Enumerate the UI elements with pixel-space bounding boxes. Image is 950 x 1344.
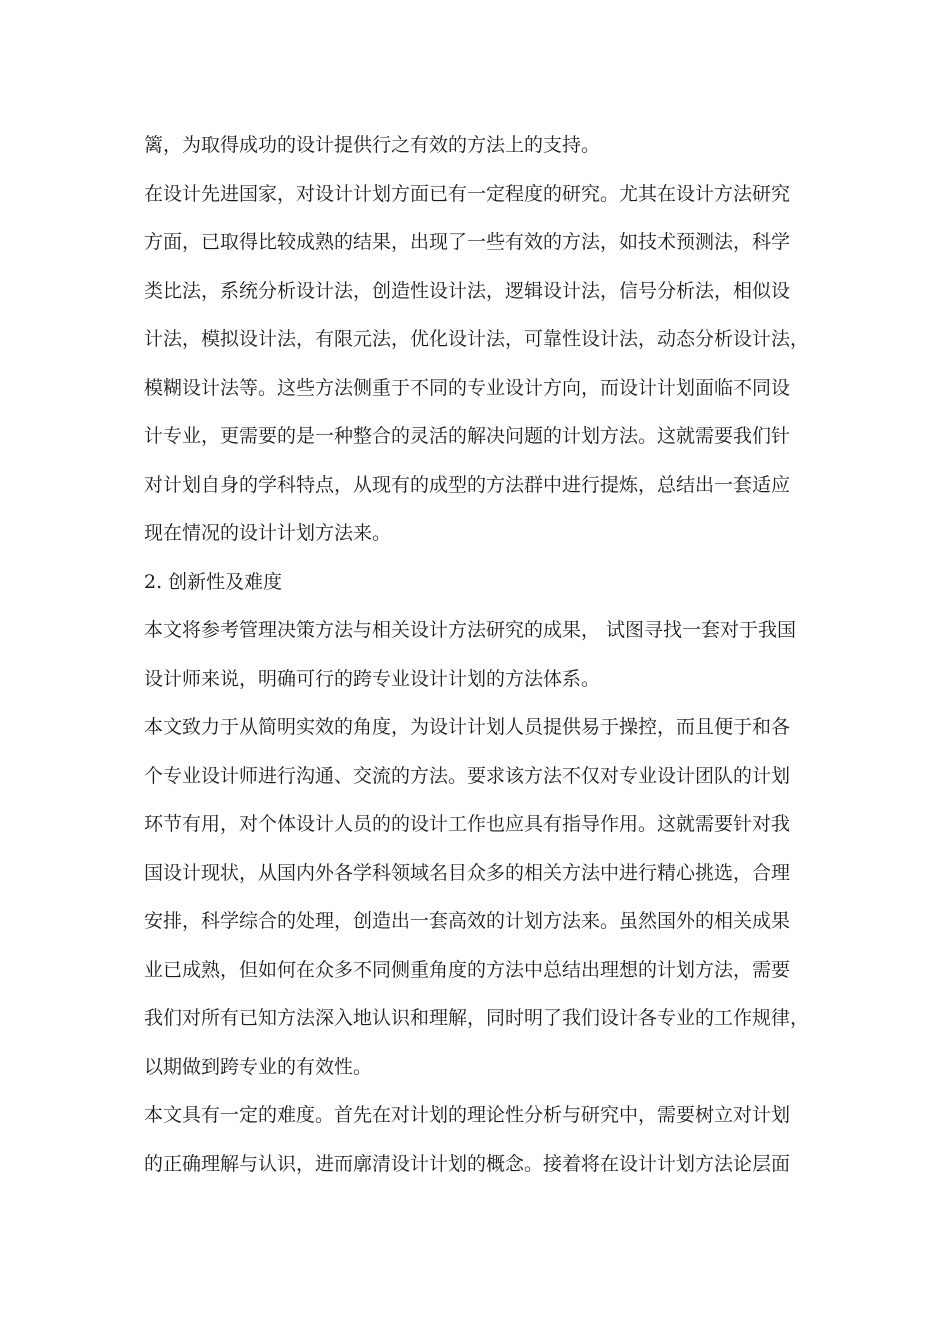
text-line: 本文致力于从简明实效的角度，为设计计划人员提供易于操控，而且便于和各	[144, 716, 791, 738]
text-line: 个专业设计师进行沟通、交流的方法。要求该方法不仅对专业设计团队的计划	[144, 764, 791, 787]
text-line: 设计师来说，明确可行的跨专业设计计划的方法体系。	[144, 667, 601, 690]
text-line: 模糊设计法等。这些方法侧重于不同的专业设计方向，而设计计划面临不同设	[144, 376, 791, 399]
text-line: 篱，为取得成功的设计提供行之有效的方法上的支持。	[144, 134, 601, 156]
text-line: 环节有用，对个体设计人员的的设计工作也应具有指导作用。这就需要针对我	[144, 813, 791, 835]
text-line: 国设计现状，从国内外各学科领域名目众多的相关方法中进行精心挑选，合理	[144, 861, 791, 884]
text-line: 我们对所有已知方法深入地认识和理解，同时明了我们设计各专业的工作规律，	[144, 1007, 810, 1029]
text-line: 现在情况的设计计划方法来。	[144, 522, 392, 544]
text-line: 本文将参考管理决策方法与相关设计方法研究的成果， 试图寻找一套对于我国	[144, 619, 797, 641]
text-line: 在设计先进国家，对设计计划方面已有一定程度的研究。尤其在设计方法研究	[144, 182, 791, 205]
text-line: 业已成熟，但如何在众多不同侧重角度的方法中总结出理想的计划方法，需要	[144, 958, 791, 981]
body-text	[144, 121, 834, 1188]
text-line: 计专业，更需要的是一种整合的灵活的解决问题的计划方法。这就需要我们针	[144, 425, 791, 447]
text-line: 方面，已取得比较成熟的结果，出现了一些有效的方法，如技术预测法，科学	[144, 231, 791, 253]
text-line: 对计划自身的学科特点，从现有的成型的方法群中进行提炼，总结出一套适应	[144, 473, 791, 496]
text-line: 的正确理解与认识，进而廓清设计计划的概念。接着将在设计计划方法论层面	[144, 1152, 791, 1175]
text-line: 计法，模拟设计法，有限元法，优化设计法，可靠性设计法，动态分析设计法，	[144, 328, 810, 350]
text-line: 类比法，系统分析设计法，创造性设计法，逻辑设计法，信号分析法，相似设	[144, 279, 791, 302]
text-line: 安排，科学综合的处理，创造出一套高效的计划方法来。虽然国外的相关成果	[144, 910, 791, 932]
section-heading: 2. 创新性及难度	[144, 570, 283, 593]
text-line: 本文具有一定的难度。首先在对计划的理论性分析与研究中，需要树立对计划	[144, 1104, 791, 1126]
text-line: 以期做到跨专业的有效性。	[144, 1055, 373, 1078]
